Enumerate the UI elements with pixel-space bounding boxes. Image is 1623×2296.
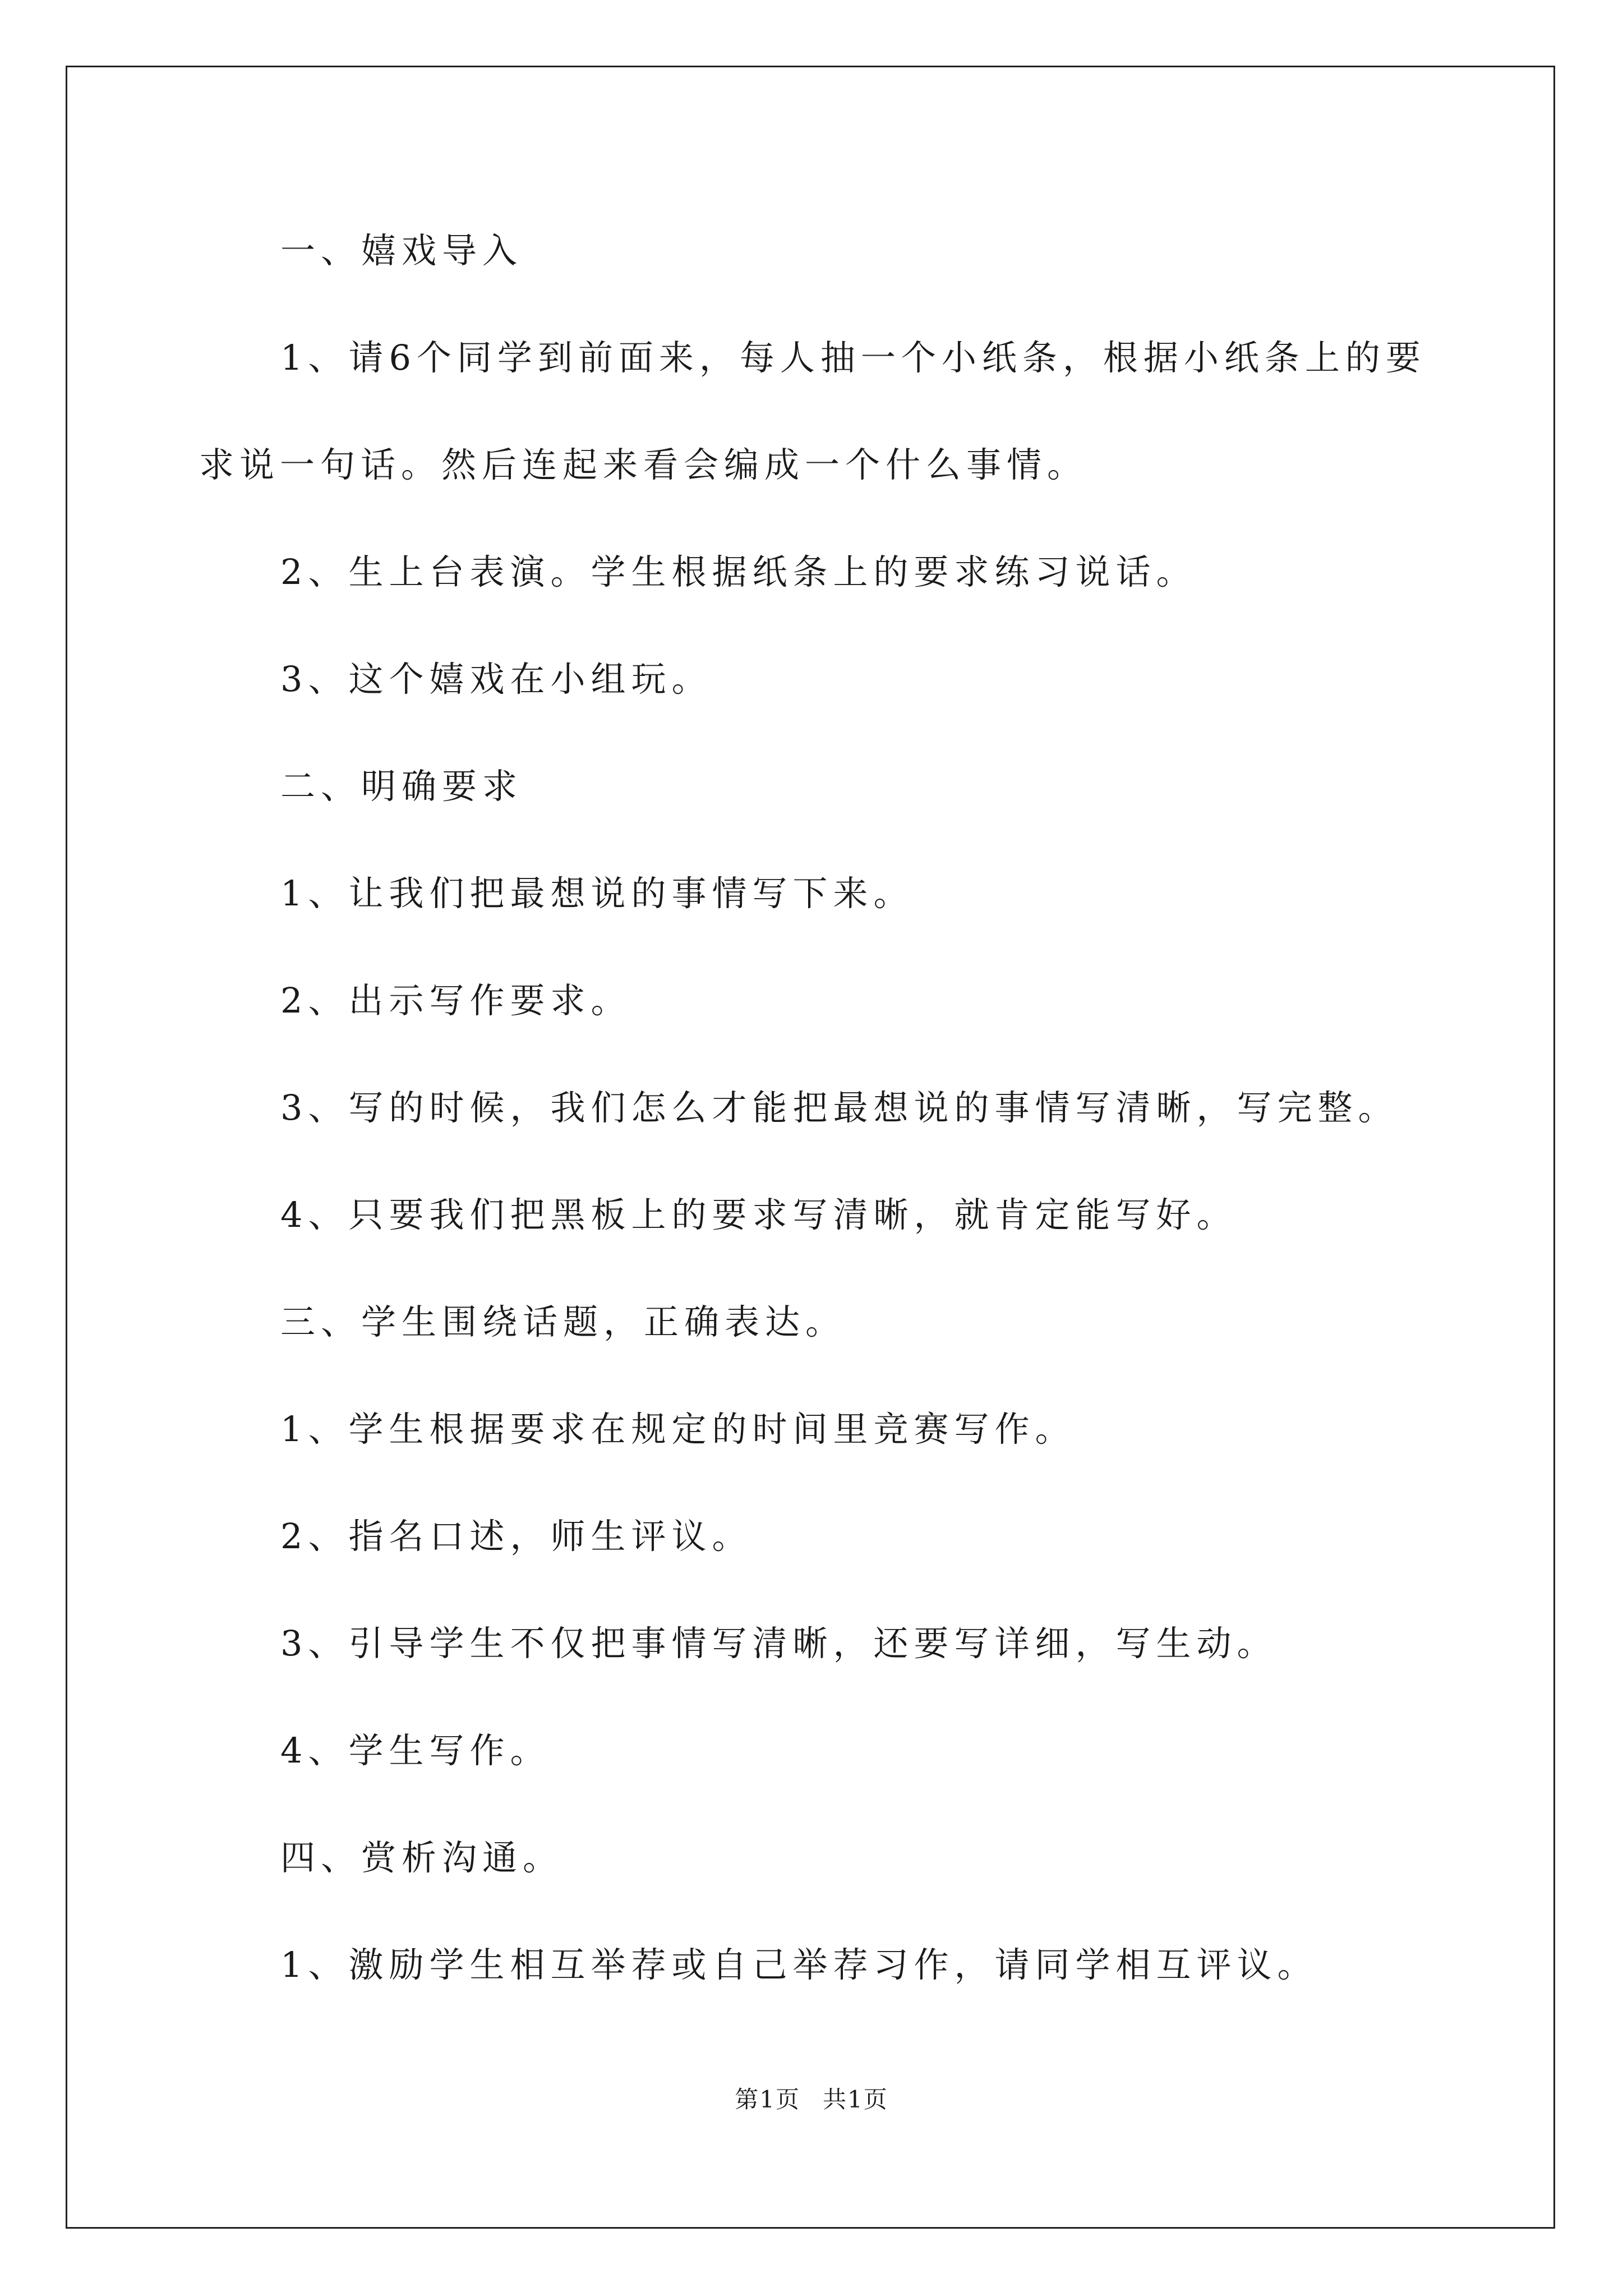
page-footer (0, 2084, 1623, 2115)
paragraph-line: 4、学生写作。 (280, 1730, 551, 1771)
paragraph-line: 求说一句话。然后连起来看会编成一个什么事情。 (199, 444, 1088, 485)
section-heading-4: 四、赏析沟通。 (280, 1837, 564, 1878)
page-number-total: 共1页 (823, 2086, 888, 2113)
section-heading-1: 一、嬉戏导入 (280, 230, 523, 271)
section-heading-3: 三、学生围绕话题，正确表达。 (280, 1301, 846, 1342)
paragraph-line: 1、学生根据要求在规定的时间里竞赛写作。 (280, 1409, 1076, 1450)
page-border (66, 66, 1555, 2229)
page-number-current: 第1页 (735, 2086, 800, 2113)
paragraph-line: 1、激励学生相互举荐或自己举荐习作，请同学相互评议。 (280, 1944, 1318, 1985)
paragraph-line: 2、生上台表演。学生根据纸条上的要求练习说话。 (280, 551, 1197, 592)
paragraph-line: 1、让我们把最想说的事情写下来。 (280, 873, 914, 914)
paragraph-line: 2、指名口述，师生评议。 (280, 1516, 753, 1557)
paragraph-line: 2、出示写作要求。 (280, 980, 631, 1021)
paragraph-line: 4、只要我们把黑板上的要求写清晰，就肯定能写好。 (280, 1194, 1237, 1235)
paragraph-line: 3、写的时候，我们怎么才能把最想说的事情写清晰，写完整。 (280, 1087, 1399, 1128)
paragraph-line: 3、引导学生不仅把事情写清晰，还要写详细，写生动。 (280, 1623, 1278, 1664)
paragraph-line: 3、这个嬉戏在小组玩。 (280, 659, 712, 700)
section-heading-2: 二、明确要求 (280, 766, 523, 807)
paragraph-line: 1、请6个同学到前面来，每人抽一个小纸条，根据小纸条上的要 (280, 337, 1426, 378)
